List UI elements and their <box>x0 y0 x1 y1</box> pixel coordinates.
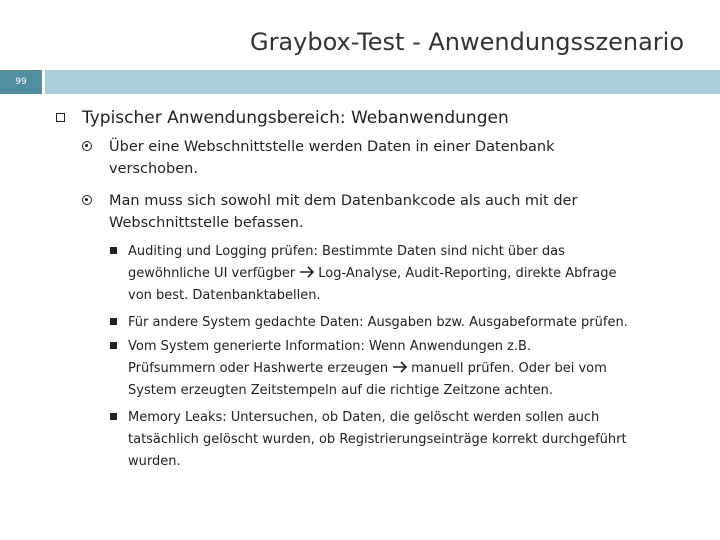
header-rule <box>45 70 720 94</box>
main-bullet-text: Typischer Anwendungsbereich: Webanwendungen <box>82 108 509 128</box>
circle-dot-bullet-icon <box>82 195 92 205</box>
square-filled-bullet-icon <box>110 413 117 420</box>
page-number: 99 <box>0 70 42 94</box>
detail-text: Memory Leaks: Untersuchen, ob Daten, die gelöscht werden sollen auch tatsächlich gelöscht wurden, ob Registrierungseinträge korrekt durchgeführt wurden. <box>128 410 627 469</box>
square-filled-bullet-icon <box>110 342 117 349</box>
square-filled-bullet-icon <box>110 247 117 254</box>
detail-text: Für andere System gedachte Daten: Ausgaben bzw. Ausgabeformate prüfen. <box>128 315 628 330</box>
header-bar <box>0 70 720 94</box>
detail-text: Vom System generierte Information: Wenn Anwendungen z.B. Prüfsummern oder Hashwerte erzeugen manuell prüfen. Oder bei vom System erzeugten Zeitstempeln auf die richtige Zeitzone achten. <box>128 339 607 398</box>
detail-text: Auditing und Logging prüfen: Bestimmte Daten sind nicht über das gewöhnliche UI verfügber Log-Analyse, Audit-Reporting, direkte Abfrage von best. Datenbanktabellen. <box>128 244 617 303</box>
arrow-right-icon <box>299 266 315 278</box>
sub-bullet-text: Man muss sich sowohl mit dem Datenbankcode als auch mit der Webschnittstelle befassen. <box>109 193 578 231</box>
sub-bullet-text: Über eine Webschnittstelle werden Daten in einer Datenbank verschoben. <box>109 139 555 177</box>
square-filled-bullet-icon <box>110 318 117 325</box>
square-bullet-icon <box>56 113 65 122</box>
arrow-right-icon <box>392 361 408 373</box>
circle-dot-bullet-icon <box>82 141 92 151</box>
slide-title: Graybox-Test - Anwendungsszenario <box>249 28 684 56</box>
